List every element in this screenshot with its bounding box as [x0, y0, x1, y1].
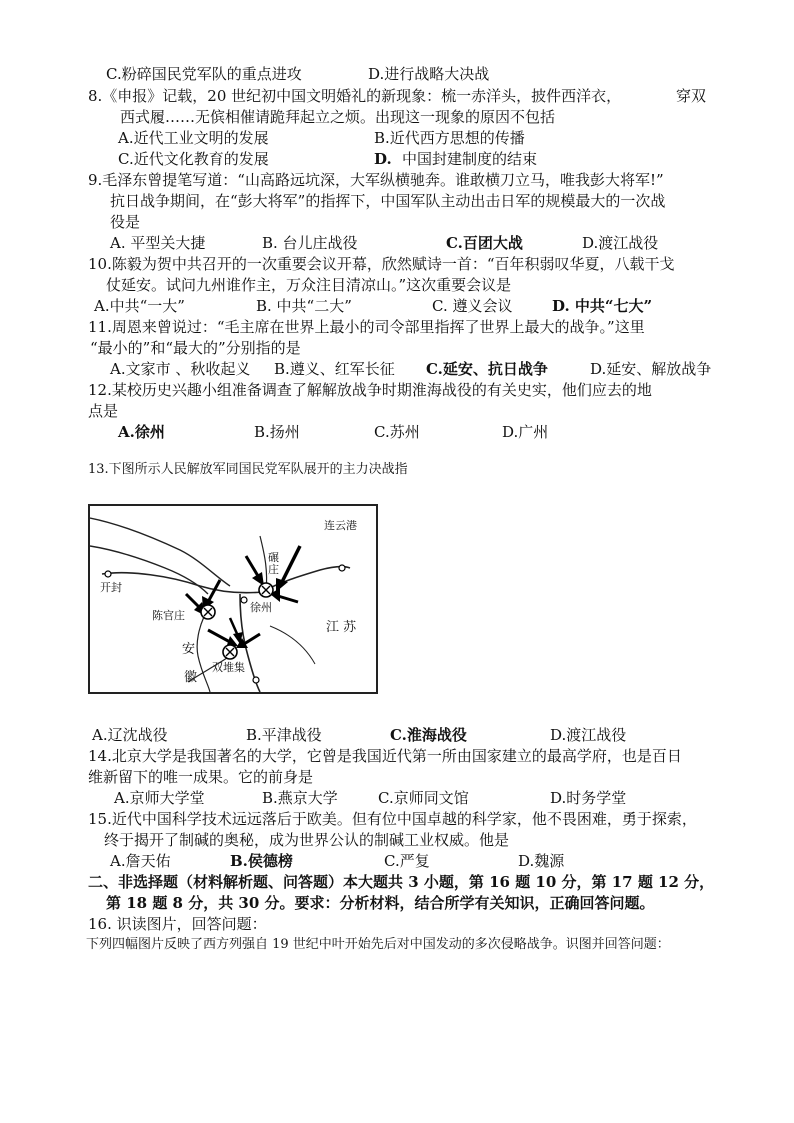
- q16-stem-line1: 16. 识读图片，回答问题：: [88, 915, 267, 933]
- q14-option-a: A.京师大学堂: [114, 789, 205, 807]
- map-label-xuzhou: 徐州: [250, 601, 272, 614]
- map-label-nian: 碾: [268, 551, 279, 564]
- map-label-hui: 徽: [184, 670, 198, 685]
- q14-option-c: C.京师同文馆: [378, 789, 469, 807]
- map-label-lianyungang: 连云港: [324, 519, 357, 532]
- q8-option-c: C.近代文化教育的发展: [118, 150, 269, 168]
- map-label-an: 安: [182, 642, 196, 657]
- q10-option-d: D. 中共“七大”: [552, 297, 653, 315]
- q10-stem-line1: 10.陈毅为贺中共召开的一次重要会议开幕，欣然赋诗一首：“百年积弱叹华夏，八载干戈: [88, 255, 675, 273]
- q12-option-b: B.扬州: [254, 423, 300, 441]
- map-label-kaifeng: 开封: [100, 581, 122, 594]
- q8-option-d-letter: D.: [374, 150, 392, 168]
- q12-option-c: C.苏州: [374, 423, 420, 441]
- q11-option-d: D.延安、解放战争: [590, 360, 712, 378]
- map-label-shuangduiji: 双堆集: [212, 661, 245, 674]
- q12-option-d: D.广州: [502, 423, 549, 441]
- q8-option-a: A.近代工业文明的发展: [118, 129, 269, 147]
- q12-option-a: A.徐州: [118, 423, 165, 441]
- section2-heading-line2: 第 18 题 8 分，共 30 分。要求：分析材料，结合所学有关知识，正确回答问题。: [106, 894, 655, 912]
- section2-heading-line1: 二、非选择题（材料解析题、问答题）本大题共 3 小题，第 16 题 10 分，第 17 题 12 分，: [88, 873, 715, 891]
- q11-option-a: A.文家市 、秋收起义: [110, 360, 251, 378]
- q10-stem-line2: 仗延安。试问九州谁作主，万众注目清凉山。”这次重要会议是: [106, 276, 512, 294]
- q10-option-a: A.中共“一大”: [94, 297, 185, 315]
- q9-stem-line3: 役是: [110, 213, 141, 231]
- q10-option-c: C. 遵义会议: [432, 297, 513, 315]
- nianzhuang-battle-marker: [259, 583, 273, 597]
- q10-option-b: B. 中共“二大”: [256, 297, 352, 315]
- huaihai-battle-map: [88, 504, 378, 694]
- q11-option-b: B.遵义、红军长征: [274, 360, 395, 378]
- q15-option-d: D.魏源: [518, 852, 565, 870]
- q9-stem-line2: 抗日战争期间，在“彭大将军”的指挥下，中国军队主动出击日军的规模最大的一次战: [110, 192, 666, 210]
- q13-option-b: B.平津战役: [246, 726, 322, 744]
- q16-stem-line2: 下列四幅图片反映了西方列强自 19 世纪中叶开始先后对中国发动的多次侵略战争。识图并回答问题：: [86, 937, 670, 952]
- q8-stem-line1-end: 穿双: [676, 87, 707, 105]
- q9-stem-line1: 9.毛泽东曾提笔写道：“山高路远坑深，大军纵横驰奔。谁敢横刀立马，唯我彭大将军!”: [88, 171, 664, 189]
- q14-option-d: D.时务学堂: [550, 789, 627, 807]
- q7-option-c: C.粉碎国民党军队的重点进攻: [106, 65, 302, 83]
- q12-stem-line2: 点是: [88, 402, 119, 420]
- q14-stem-line1: 14.北京大学是我国著名的大学，它曾是我国近代第一所由国家建立的最高学府，也是百日: [88, 747, 682, 765]
- q15-option-a: A.詹天佑: [110, 852, 171, 870]
- q13-option-a: A.辽沈战役: [92, 726, 168, 744]
- q12-stem-line1: 12.某校历史兴趣小组准备调查了解解放战争时期淮海战役的有关史实，他们应去的地: [88, 381, 652, 399]
- shuangduiji-battle-marker: [223, 645, 237, 659]
- q14-stem-line2: 维新留下的唯一成果。它的前身是: [88, 768, 314, 786]
- map-label-jiangsu: 江 苏: [326, 620, 357, 635]
- q11-option-c: C.延安、抗日战争: [426, 360, 548, 378]
- chenguanzhuang-battle-marker: [201, 605, 215, 619]
- q9-option-a: A. 平型关大捷: [110, 234, 206, 252]
- q11-stem-line1: 11.周恩来曾说过：“毛主席在世界上最小的司令部里指挥了世界上最大的战争。”这里: [88, 318, 645, 336]
- q15-stem-line1: 15.近代中国科学技术远远落后于欧美。但有位中国卓越的科学家，他不畏困难，勇于探索，: [88, 810, 697, 828]
- q13-stem: 13.下图所示人民解放军同国民党军队展开的主力决战指: [88, 462, 408, 477]
- q13-option-c: C.淮海战役: [390, 726, 467, 744]
- q8-option-d: 中国封建制度的结束: [402, 150, 538, 168]
- q13-option-d: D.渡江战役: [550, 726, 627, 744]
- q8-stem-line1: 8.《申报》记载，20 世纪初中国文明婚礼的新现象：梳一赤洋头，披件西洋衣，: [88, 87, 622, 105]
- q9-option-b: B. 台儿庄战役: [262, 234, 358, 252]
- q8-stem-line2: 西式履……无傧相催请跪拜起立之烦。出现这一现象的原因不包括: [120, 108, 556, 126]
- q15-stem-line2: 终于揭开了制碱的奥秘，成为世界公认的制碱工业权威。他是: [104, 831, 510, 849]
- map-label-zhuang: 庄: [268, 563, 279, 576]
- q9-option-d: D.渡江战役: [582, 234, 659, 252]
- map-label-chenguanzhuang: 陈官庄: [152, 609, 185, 622]
- q8-option-b: B.近代西方思想的传播: [374, 129, 525, 147]
- q7-option-d: D.进行战略大决战: [368, 65, 490, 83]
- q9-option-c: C.百团大战: [446, 234, 523, 252]
- q15-option-b: B.侯德榜: [230, 852, 293, 870]
- q14-option-b: B.燕京大学: [262, 789, 338, 807]
- q15-option-c: C.严复: [384, 852, 430, 870]
- q11-stem-line2: “最小的”和“最大的”分别指的是: [90, 339, 301, 357]
